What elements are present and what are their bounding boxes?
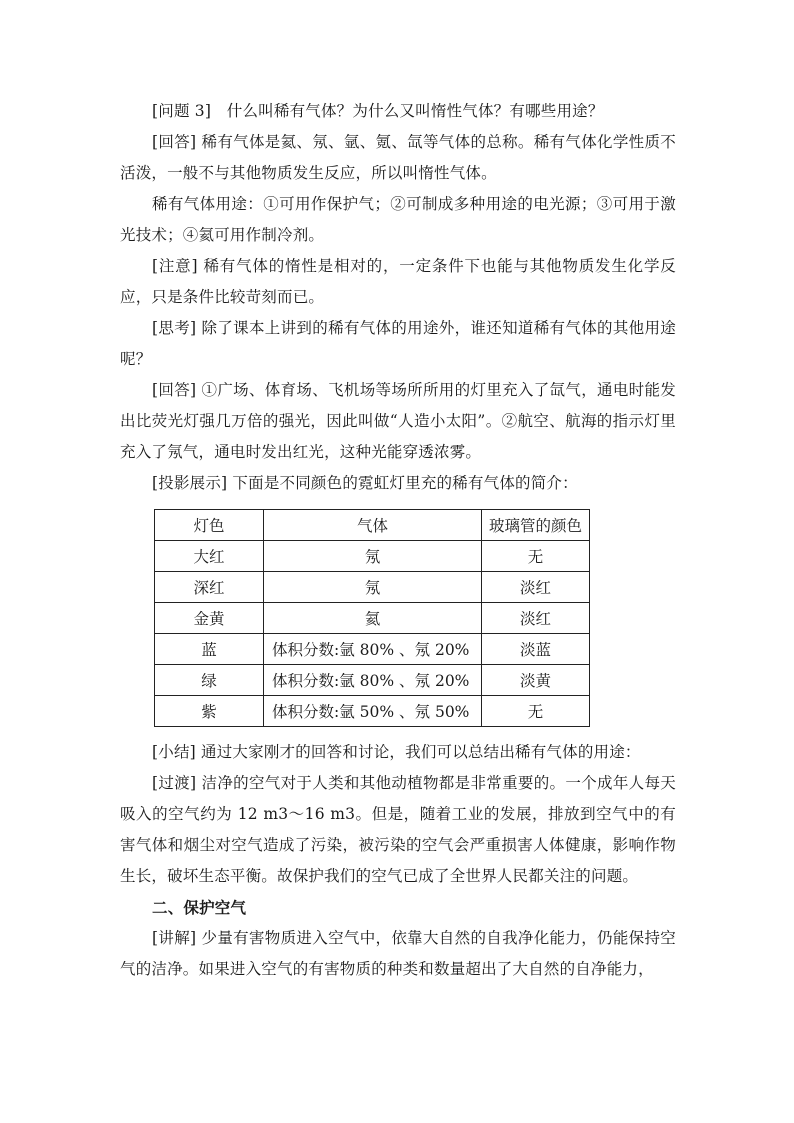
table-header-cell: 气体 (264, 510, 482, 541)
section-heading-protect-air: 二、保护空气 (152, 898, 247, 917)
document-body (120, 96, 676, 985)
table-cell: 深红 (155, 572, 264, 603)
table-row (155, 572, 590, 603)
answer-rare-gas-definition: [回答] 稀有气体是氦、氖、氩、氪、氙等气体的总称。稀有气体化学性质不活泼，一般不与其他物质发生反应，所以叫惰性气体。 (120, 133, 676, 182)
table-cell: 淡蓝 (482, 634, 590, 665)
table-cell: 大红 (155, 541, 264, 572)
table-row (155, 696, 590, 727)
table-cell: 绿 (155, 665, 264, 696)
table-row (155, 541, 590, 572)
table-header-cell: 灯色 (155, 510, 264, 541)
rare-gas-uses: 稀有气体用途：①可用作保护气；②可制成多种用途的电光源；③可用于激光技术；④氦可用作制冷剂。 (120, 195, 676, 244)
transition-paragraph: [过渡] 洁净的空气对于人类和其他动植物都是非常重要的。一个成年人每天吸入的空气约为 12 m3～16 m3。但是，随着工业的发展，排放到空气中的有害气体和烟尘对空气造成了污染，被污染的空气会严重损害人体健康，影响作物生长，破坏生态平衡。故保护我们的空气已成了全世界人民都关注的问题。 (120, 774, 676, 885)
table-cell: 体积分数:氩 80% 、氖 20% (264, 634, 482, 665)
lecture-paragraph: [讲解] 少量有害物质进入空气中，依靠大自然的自我净化能力，仍能保持空气的洁净。如果进入空气的有害物质的种类和数量超出了大自然的自净能力， (120, 929, 676, 978)
table-cell: 蓝 (155, 634, 264, 665)
table-cell: 淡红 (482, 603, 590, 634)
table-cell: 氖 (264, 541, 482, 572)
think-paragraph: [思考] 除了课本上讲到的稀有气体的用途外，谁还知道稀有气体的其他用途呢？ (120, 319, 676, 368)
table-cell: 金黄 (155, 603, 264, 634)
table-cell: 淡红 (482, 572, 590, 603)
table-cell: 无 (482, 696, 590, 727)
neon-light-gas-table (154, 509, 590, 727)
question-3: [问题 3] 什么叫稀有气体？为什么又叫惰性气体？有哪些用途？ (152, 102, 604, 120)
table-cell: 无 (482, 541, 590, 572)
table-cell: 氖 (264, 572, 482, 603)
table-cell: 体积分数:氩 50% 、氖 50% (264, 696, 482, 727)
table-cell: 紫 (155, 696, 264, 727)
table-cell: 体积分数:氩 80% 、氖 20% (264, 665, 482, 696)
table-cell: 淡黄 (482, 665, 590, 696)
projection-intro: [投影展示] 下面是不同颜色的霓虹灯里充的稀有气体的简介： (152, 474, 578, 492)
table-header-row (155, 510, 590, 541)
answer-other-uses: [回答] ①广场、体育场、飞机场等场所所用的灯里充入了氙气，通电时能发出比荧光灯强几万倍的强光，因此叫做“人造小太阳”。②航空、航海的指示灯里充入了氖气，通电时发出红光，这种光能穿透浓雾。 (120, 381, 676, 461)
table-row (155, 634, 590, 665)
table-header-cell: 玻璃管的颜色 (482, 510, 590, 541)
table-row (155, 603, 590, 634)
summary-paragraph: [小结] 通过大家刚才的回答和讨论，我们可以总结出稀有气体的用途： (152, 743, 641, 761)
table-cell: 氦 (264, 603, 482, 634)
table-row (155, 665, 590, 696)
note-paragraph: [注意] 稀有气体的惰性是相对的，一定条件下也能与其他物质发生化学反应，只是条件比较苛刻而已。 (120, 257, 676, 306)
